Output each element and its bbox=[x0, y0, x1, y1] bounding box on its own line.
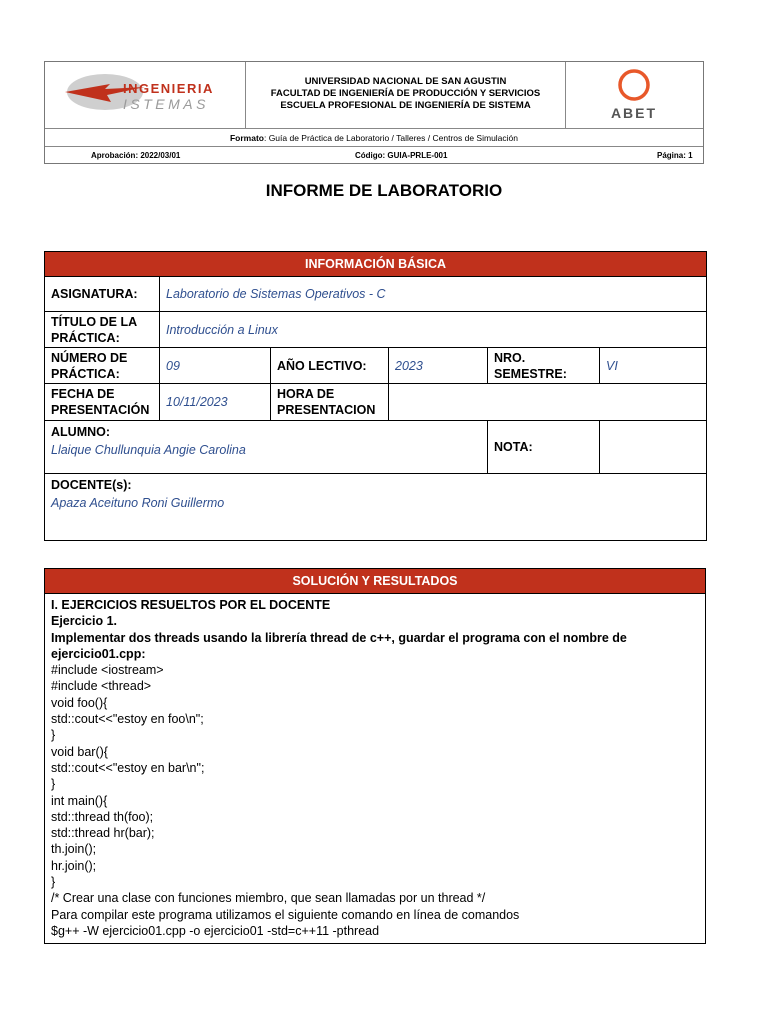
document-title: INFORME DE LABORATORIO bbox=[265, 181, 503, 200]
logo-top-text: INGENIERIA bbox=[123, 81, 214, 96]
code-listing bbox=[51, 662, 699, 939]
semester-value: VI bbox=[600, 348, 707, 384]
format-label: Formato bbox=[229, 133, 264, 143]
solution-body bbox=[45, 594, 706, 944]
code-line: } bbox=[51, 875, 56, 890]
grade-label: NOTA: bbox=[488, 421, 600, 474]
subject-value: Laboratorio de Sistemas Operativos - C bbox=[160, 277, 707, 312]
subject-label: ASIGNATURA: bbox=[45, 277, 160, 312]
school-name: ESCUELA PROFESIONAL DE INGENIERÍA DE SISTEMA bbox=[280, 100, 531, 111]
ingenieria-sistemas-logo bbox=[45, 62, 245, 128]
code-line: std::thread th(foo); bbox=[51, 809, 154, 824]
basic-info-table bbox=[44, 251, 707, 541]
date-label: FECHA DE PRESENTACIÓN bbox=[45, 384, 160, 421]
code-line: th.join(); bbox=[51, 842, 97, 857]
basic-info-header: INFORMACIÓN BÁSICA bbox=[45, 252, 707, 277]
abet-logo bbox=[566, 62, 703, 128]
code-line: void bar(){ bbox=[51, 744, 108, 759]
exercise-title: Ejercicio 1. bbox=[51, 614, 118, 629]
format-value: : Guía de Práctica de Laboratorio / Talleres / Centros de Simulación bbox=[263, 133, 519, 143]
teacher-label: DOCENTE(s): bbox=[51, 478, 132, 492]
section-title: I. EJERCICIOS RESUELTOS POR EL DOCENTE bbox=[51, 598, 331, 612]
page-number: Página: 1 bbox=[657, 151, 693, 160]
document-code: Código: GUIA-PRLE-001 bbox=[355, 151, 448, 160]
document-header bbox=[44, 61, 704, 164]
logo-cell bbox=[45, 62, 246, 128]
code-line: std::thread hr(bar); bbox=[51, 826, 155, 841]
student-cell bbox=[45, 421, 488, 474]
meta-row bbox=[45, 146, 703, 163]
grade-value bbox=[600, 421, 707, 474]
practice-title-label: TÍTULO DE LA PRÁCTICA: bbox=[45, 312, 160, 348]
abet-cell bbox=[566, 62, 703, 128]
year-label: AÑO LECTIVO: bbox=[271, 348, 389, 384]
semester-label: NRO. SEMESTRE: bbox=[488, 348, 600, 384]
compile-instruction: Para compilar este programa utilizamos el siguiente comando en línea de comandos bbox=[51, 907, 520, 922]
code-line: hr.join(); bbox=[51, 858, 97, 873]
code-line: int main(){ bbox=[51, 793, 108, 808]
solution-header: SOLUCIÓN Y RESULTADOS bbox=[45, 569, 706, 594]
code-comment: /* Crear una clase con funciones miembro, que sean llamadas por un thread */ bbox=[51, 891, 486, 906]
student-label: ALUMNO: bbox=[51, 425, 111, 439]
code-line: std::cout<<"estoy en bar\n"; bbox=[51, 760, 205, 775]
university-name: UNIVERSIDAD NACIONAL DE SAN AGUSTIN bbox=[304, 76, 507, 87]
date-value: 10/11/2023 bbox=[160, 384, 271, 421]
time-value bbox=[389, 384, 707, 421]
faculty-name: FACULTAD DE INGENIERÍA DE PRODUCCIÓN Y SERVICIOS bbox=[270, 88, 541, 99]
exercise-description: Implementar dos threads usando la librería thread de c++, guardar el programa con el nombre de ejercicio01.cpp: bbox=[51, 630, 627, 661]
code-line: } bbox=[51, 728, 56, 743]
logo-bottom-text: ISTEMAS bbox=[123, 96, 209, 112]
year-value: 2023 bbox=[389, 348, 488, 384]
practice-number-label: NÚMERO DE PRÁCTICA: bbox=[45, 348, 160, 384]
code-line: #include <iostream> bbox=[51, 663, 164, 678]
code-line: void foo(){ bbox=[51, 695, 108, 710]
code-line: std::cout<<"estoy en foo\n"; bbox=[51, 712, 204, 727]
abet-text: ABET bbox=[610, 105, 658, 121]
code-line: #include <thread> bbox=[51, 679, 152, 694]
practice-title-value: Introducción a Linux bbox=[160, 312, 707, 348]
teacher-cell bbox=[45, 474, 707, 541]
approval-date: Aprobación: 2022/03/01 bbox=[91, 151, 181, 160]
practice-number-value: 09 bbox=[160, 348, 271, 384]
format-row bbox=[45, 128, 703, 146]
abet-ring-icon bbox=[620, 71, 648, 99]
time-label: HORA DE PRESENTACION bbox=[271, 384, 389, 421]
teacher-value: Apaza Aceituno Roni Guillermo bbox=[51, 496, 225, 510]
university-block bbox=[246, 62, 566, 128]
code-line: } bbox=[51, 777, 56, 792]
solution-table bbox=[44, 568, 706, 944]
compile-command: $g++ -W ejercicio01.cpp -o ejercicio01 -std=c++11 -pthread bbox=[51, 923, 380, 938]
student-value: Llaique Chullunquia Angie Carolina bbox=[51, 443, 246, 457]
